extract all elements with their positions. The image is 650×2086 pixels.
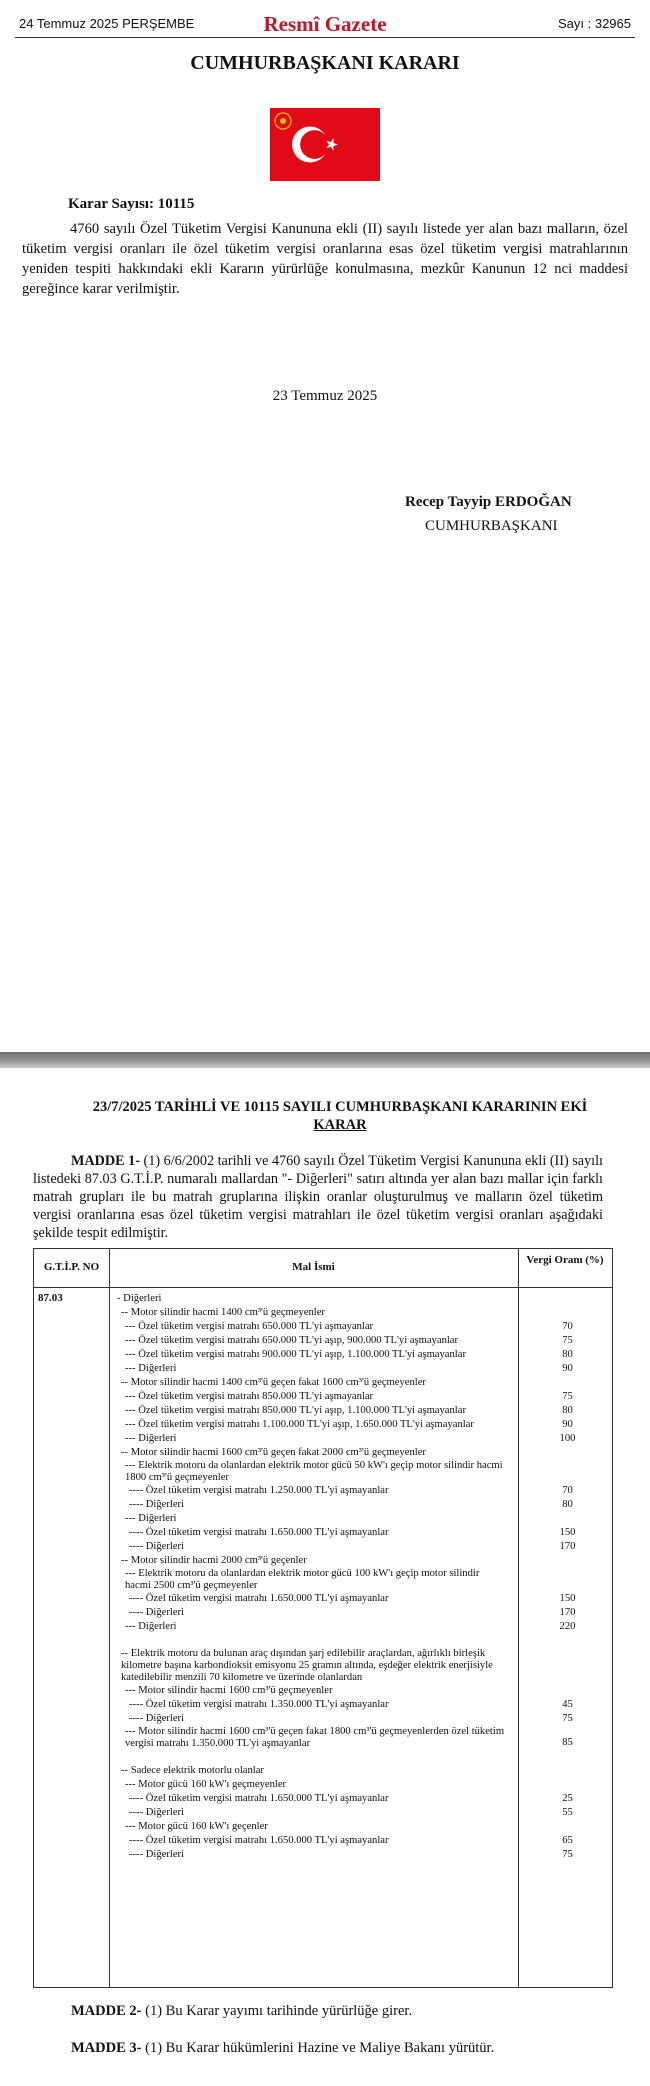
- article-2-text: (1) Bu Karar yayımı tarihinde yürürlüğe girer.: [145, 2003, 413, 2019]
- goods-description: ---- Diğerleri: [129, 1541, 184, 1552]
- table-row: [117, 1648, 607, 1684]
- table-row: [117, 1526, 607, 1540]
- col-header-goods: Mal İsmi: [292, 1261, 335, 1273]
- signature-date: 23 Temmuz 2025: [272, 388, 378, 404]
- goods-description: ---- Özel tüketim vergisi matrahı 1.650.000 TL'yi aşmayanlar: [129, 1593, 389, 1604]
- tax-rate: 75: [562, 1335, 573, 1346]
- goods-description: --- Özel tüketim vergisi matrahı 850.000 TL'yi aşmayanlar: [125, 1391, 374, 1402]
- tax-rate: 55: [562, 1807, 573, 1818]
- table-row: [117, 1592, 607, 1606]
- goods-description: --- Motor silindir hacmi 1600 cm³'ü geçmeyenler: [125, 1685, 333, 1696]
- tax-rate: 25: [562, 1793, 573, 1804]
- tax-rate: 90: [562, 1363, 573, 1374]
- goods-description: --- Motor gücü 160 kW'ı geçenler: [125, 1821, 268, 1832]
- tax-rate: 70: [562, 1485, 573, 1496]
- goods-description: --- Elektrik motoru da olanlardan elektrik motor gücü 50 kW'ı geçip motor silindir hacmi 1800 cm³'ü geçmeyenler: [125, 1460, 503, 1483]
- tax-rate: 70: [562, 1321, 573, 1332]
- page-separator: [0, 1052, 650, 1068]
- tax-rate: 75: [562, 1713, 573, 1724]
- goods-description: ---- Özel tüketim vergisi matrahı 1.250.000 TL'yi aşmayanlar: [129, 1485, 389, 1496]
- article-1-text: (1) 6/6/2002 tarihli ve 4760 sayılı Özel Tüketim Vergisi Kanununa ekli (II) sayılı listedeki 87.03 G.T.İ.P. numaralı mallardan "- Diğerleri" satırı altında yer alan bazı mallar için farklı matrah grupları ile bu matrah gruplarına ilişkin oranlar oluşturulmuş ve malların özel tüketim vergisi oranlarına esas özel tüketim vergisi matrahları ile özel tüketim vergisi oranları aşağıdaki şekilde tespit edilmiştir.: [33, 1153, 604, 1241]
- preamble: 4760 sayılı Özel Tüketim Vergisi Kanununa ekli (II) sayılı listede yer alan bazı malların, özel tüketim vergisi oranları ile özel tüketim vergisi oranlarına esas özel tüketim vergisi matrahlarının yeniden tespiti hakkındaki ekli Kararın yürürlüğe konulmasına, mezkûr Kanunun 12 nci maddesi gereğince karar verilmiştir.: [22, 221, 628, 297]
- gazette-header: [15, 6, 635, 34]
- table-row: [117, 1750, 607, 1764]
- table-row: [117, 1376, 607, 1390]
- goods-description: ---- Diğerleri: [129, 1849, 184, 1860]
- table-row: [117, 1498, 607, 1512]
- table-row: [117, 1820, 607, 1834]
- table-row: [117, 1320, 607, 1334]
- goods-description: ---- Özel tüketim vergisi matrahı 1.650.000 TL'yi aşmayanlar: [129, 1835, 389, 1846]
- goods-description: --- Diğerleri: [125, 1433, 177, 1444]
- tax-rate: 80: [562, 1349, 573, 1360]
- tax-rate: 100: [559, 1433, 576, 1444]
- tax-rate: 75: [562, 1391, 573, 1402]
- table-row: [117, 1620, 607, 1634]
- table-row: [117, 1306, 607, 1320]
- article-1: [33, 1152, 603, 1242]
- table-row: [117, 1484, 607, 1498]
- goods-description: --- Diğerleri: [125, 1363, 177, 1374]
- goods-description: ---- Diğerleri: [129, 1713, 184, 1724]
- goods-description: ---- Diğerleri: [129, 1607, 184, 1618]
- tax-rate: 80: [562, 1499, 573, 1510]
- tax-rate: 170: [559, 1607, 576, 1618]
- table-row: [117, 1418, 607, 1432]
- tax-rate: 75: [562, 1849, 573, 1860]
- goods-description: ---- Özel tüketim vergisi matrahı 1.650.000 TL'yi aşmayanlar: [129, 1793, 389, 1804]
- article-3: [71, 2040, 494, 2057]
- table-body: [117, 1292, 607, 1862]
- table-row: [117, 1432, 607, 1446]
- header-rule: [15, 37, 635, 38]
- table-row: [117, 1792, 607, 1806]
- table-row: [117, 1404, 607, 1418]
- issue-date: 24 Temmuz 2025 PERŞEMBE: [19, 16, 195, 31]
- goods-description: --- Özel tüketim vergisi matrahı 650.000 TL'yi aşmayanlar: [125, 1321, 374, 1332]
- table-row: [117, 1512, 607, 1526]
- table-row: [117, 1684, 607, 1698]
- tax-rate: 45: [562, 1699, 573, 1710]
- goods-description: ---- Özel tüketim vergisi matrahı 1.650.000 TL'yi aşmayanlar: [129, 1527, 389, 1538]
- gtip-code: 87.03: [38, 1292, 63, 1304]
- tax-rate: 170: [559, 1541, 576, 1552]
- column-divider: [109, 1249, 110, 1987]
- annex-title-line1: 23/7/2025 TARİHLİ VE 10115 SAYILI CUMHURBAŞKANI KARARININ EKİ: [92, 1099, 588, 1115]
- tax-rate: 150: [559, 1527, 576, 1538]
- page-title: CUMHURBAŞKANI KARARI: [190, 52, 460, 74]
- goods-description: -- Motor silindir hacmi 1600 cm³'ü geçen fakat 2000 cm³'ü geçmeyenler: [121, 1447, 426, 1458]
- president-title: CUMHURBAŞKANI: [425, 518, 558, 534]
- table-row: [117, 1712, 607, 1726]
- issue-number: Sayı : 32965: [558, 16, 631, 31]
- goods-description: --- Özel tüketim vergisi matrahı 900.000 TL'yi aşıp, 1.100.000 TL'yi aşmayanlar: [125, 1349, 466, 1360]
- table-row: [117, 1834, 607, 1848]
- goods-description: --- Motor silindir hacmi 1600 cm³'ü geçen fakat 1800 cm³'ü geçmeyenlerden özel tüketim vergisi matrahı 1.350.000 TL'yi aşmayanlar: [125, 1726, 505, 1749]
- goods-description: ---- Özel tüketim vergisi matrahı 1.350.000 TL'yi aşmayanlar: [129, 1699, 389, 1710]
- goods-description: -- Motor silindir hacmi 2000 cm³'ü geçenler: [121, 1555, 307, 1566]
- table-row: [117, 1568, 607, 1592]
- tax-rate-table: [33, 1248, 613, 1988]
- table-row: [117, 1764, 607, 1778]
- table-row: [117, 1390, 607, 1404]
- tax-rate: 85: [562, 1737, 573, 1748]
- table-row: [117, 1446, 607, 1460]
- table-row: [117, 1806, 607, 1820]
- table-row: [117, 1540, 607, 1554]
- header-divider: [34, 1287, 612, 1288]
- goods-description: ---- Diğerleri: [129, 1499, 184, 1510]
- goods-description: --- Motor gücü 160 kW'ı geçmeyenler: [125, 1779, 287, 1790]
- col-header-rate: Vergi Oranı (%): [526, 1254, 604, 1266]
- goods-description: ---- Diğerleri: [129, 1807, 184, 1818]
- table-row: [117, 1334, 607, 1348]
- article-2-label: MADDE 2-: [71, 2003, 142, 2019]
- goods-description: --- Diğerleri: [125, 1513, 177, 1524]
- goods-description: --- Özel tüketim vergisi matrahı 650.000 TL'yi aşıp, 900.000 TL'yi aşmayanlar: [125, 1335, 459, 1346]
- table-row: [117, 1292, 607, 1306]
- table-row: [117, 1778, 607, 1792]
- tax-rate: 220: [559, 1621, 576, 1632]
- tax-rate: 80: [562, 1405, 573, 1416]
- goods-description: --- Elektrik motoru da olanlardan elektrik motor gücü 100 kW'ı geçip motor silindir hacmi 2500 cm³'ü geçmeyenler: [125, 1568, 480, 1591]
- tax-rate: 65: [562, 1835, 573, 1846]
- table-row: [117, 1554, 607, 1568]
- article-3-text: (1) Bu Karar hükümlerini Hazine ve Maliye Bakanı yürütür.: [145, 2040, 495, 2056]
- turkish-flag-icon: [270, 108, 380, 181]
- tax-rate: 90: [562, 1419, 573, 1430]
- table-row: [117, 1848, 607, 1862]
- decision-number: Karar Sayısı: 10115: [68, 196, 195, 212]
- annex-title-line2: KARAR: [313, 1117, 367, 1133]
- table-row: [117, 1348, 607, 1362]
- goods-description: -- Sadece elektrik motorlu olanlar: [121, 1765, 264, 1776]
- goods-description: --- Özel tüketim vergisi matrahı 850.000 TL'yi aşıp, 1.100.000 TL'yi aşmayanlar: [125, 1405, 466, 1416]
- goods-description: --- Diğerleri: [125, 1621, 177, 1632]
- annex-title: [70, 1098, 610, 1134]
- goods-description: --- Özel tüketim vergisi matrahı 1.100.000 TL'yi aşıp, 1.650.000 TL'yi aşmayanlar: [125, 1419, 474, 1430]
- article-1-label: MADDE 1-: [71, 1153, 140, 1169]
- table-row: [117, 1634, 607, 1648]
- goods-description: -- Motor silindir hacmi 1400 cm³'ü geçmeyenler: [121, 1307, 325, 1318]
- goods-description: -- Elektrik motoru da bulunan araç dışından şarj edilebilir araçlardan, ağırlıklı birleşik kilometre başına karbondioksit emisyonu 25 gramın altında, eşdeğer elektrik enerjisiyle katedilebilir menzili 70 kilometre ve üzerinde olanlardan: [121, 1648, 493, 1683]
- president-name: Recep Tayyip ERDOĞAN: [405, 494, 572, 510]
- table-row: [117, 1460, 607, 1484]
- goods-description: -- Motor silindir hacmi 1400 cm³'ü geçen fakat 1600 cm³'ü geçmeyenler: [121, 1377, 426, 1388]
- gazette-brand: Resmî Gazete: [263, 12, 387, 36]
- table-row: [117, 1726, 607, 1750]
- goods-description: - Diğerleri: [117, 1293, 162, 1304]
- article-2: [71, 2003, 412, 2020]
- col-header-gtip: G.T.İ.P. NO: [43, 1261, 100, 1273]
- article-3-label: MADDE 3-: [71, 2040, 142, 2056]
- table-row: [117, 1606, 607, 1620]
- table-row: [117, 1362, 607, 1376]
- table-row: [117, 1698, 607, 1712]
- tax-rate: 150: [559, 1593, 576, 1604]
